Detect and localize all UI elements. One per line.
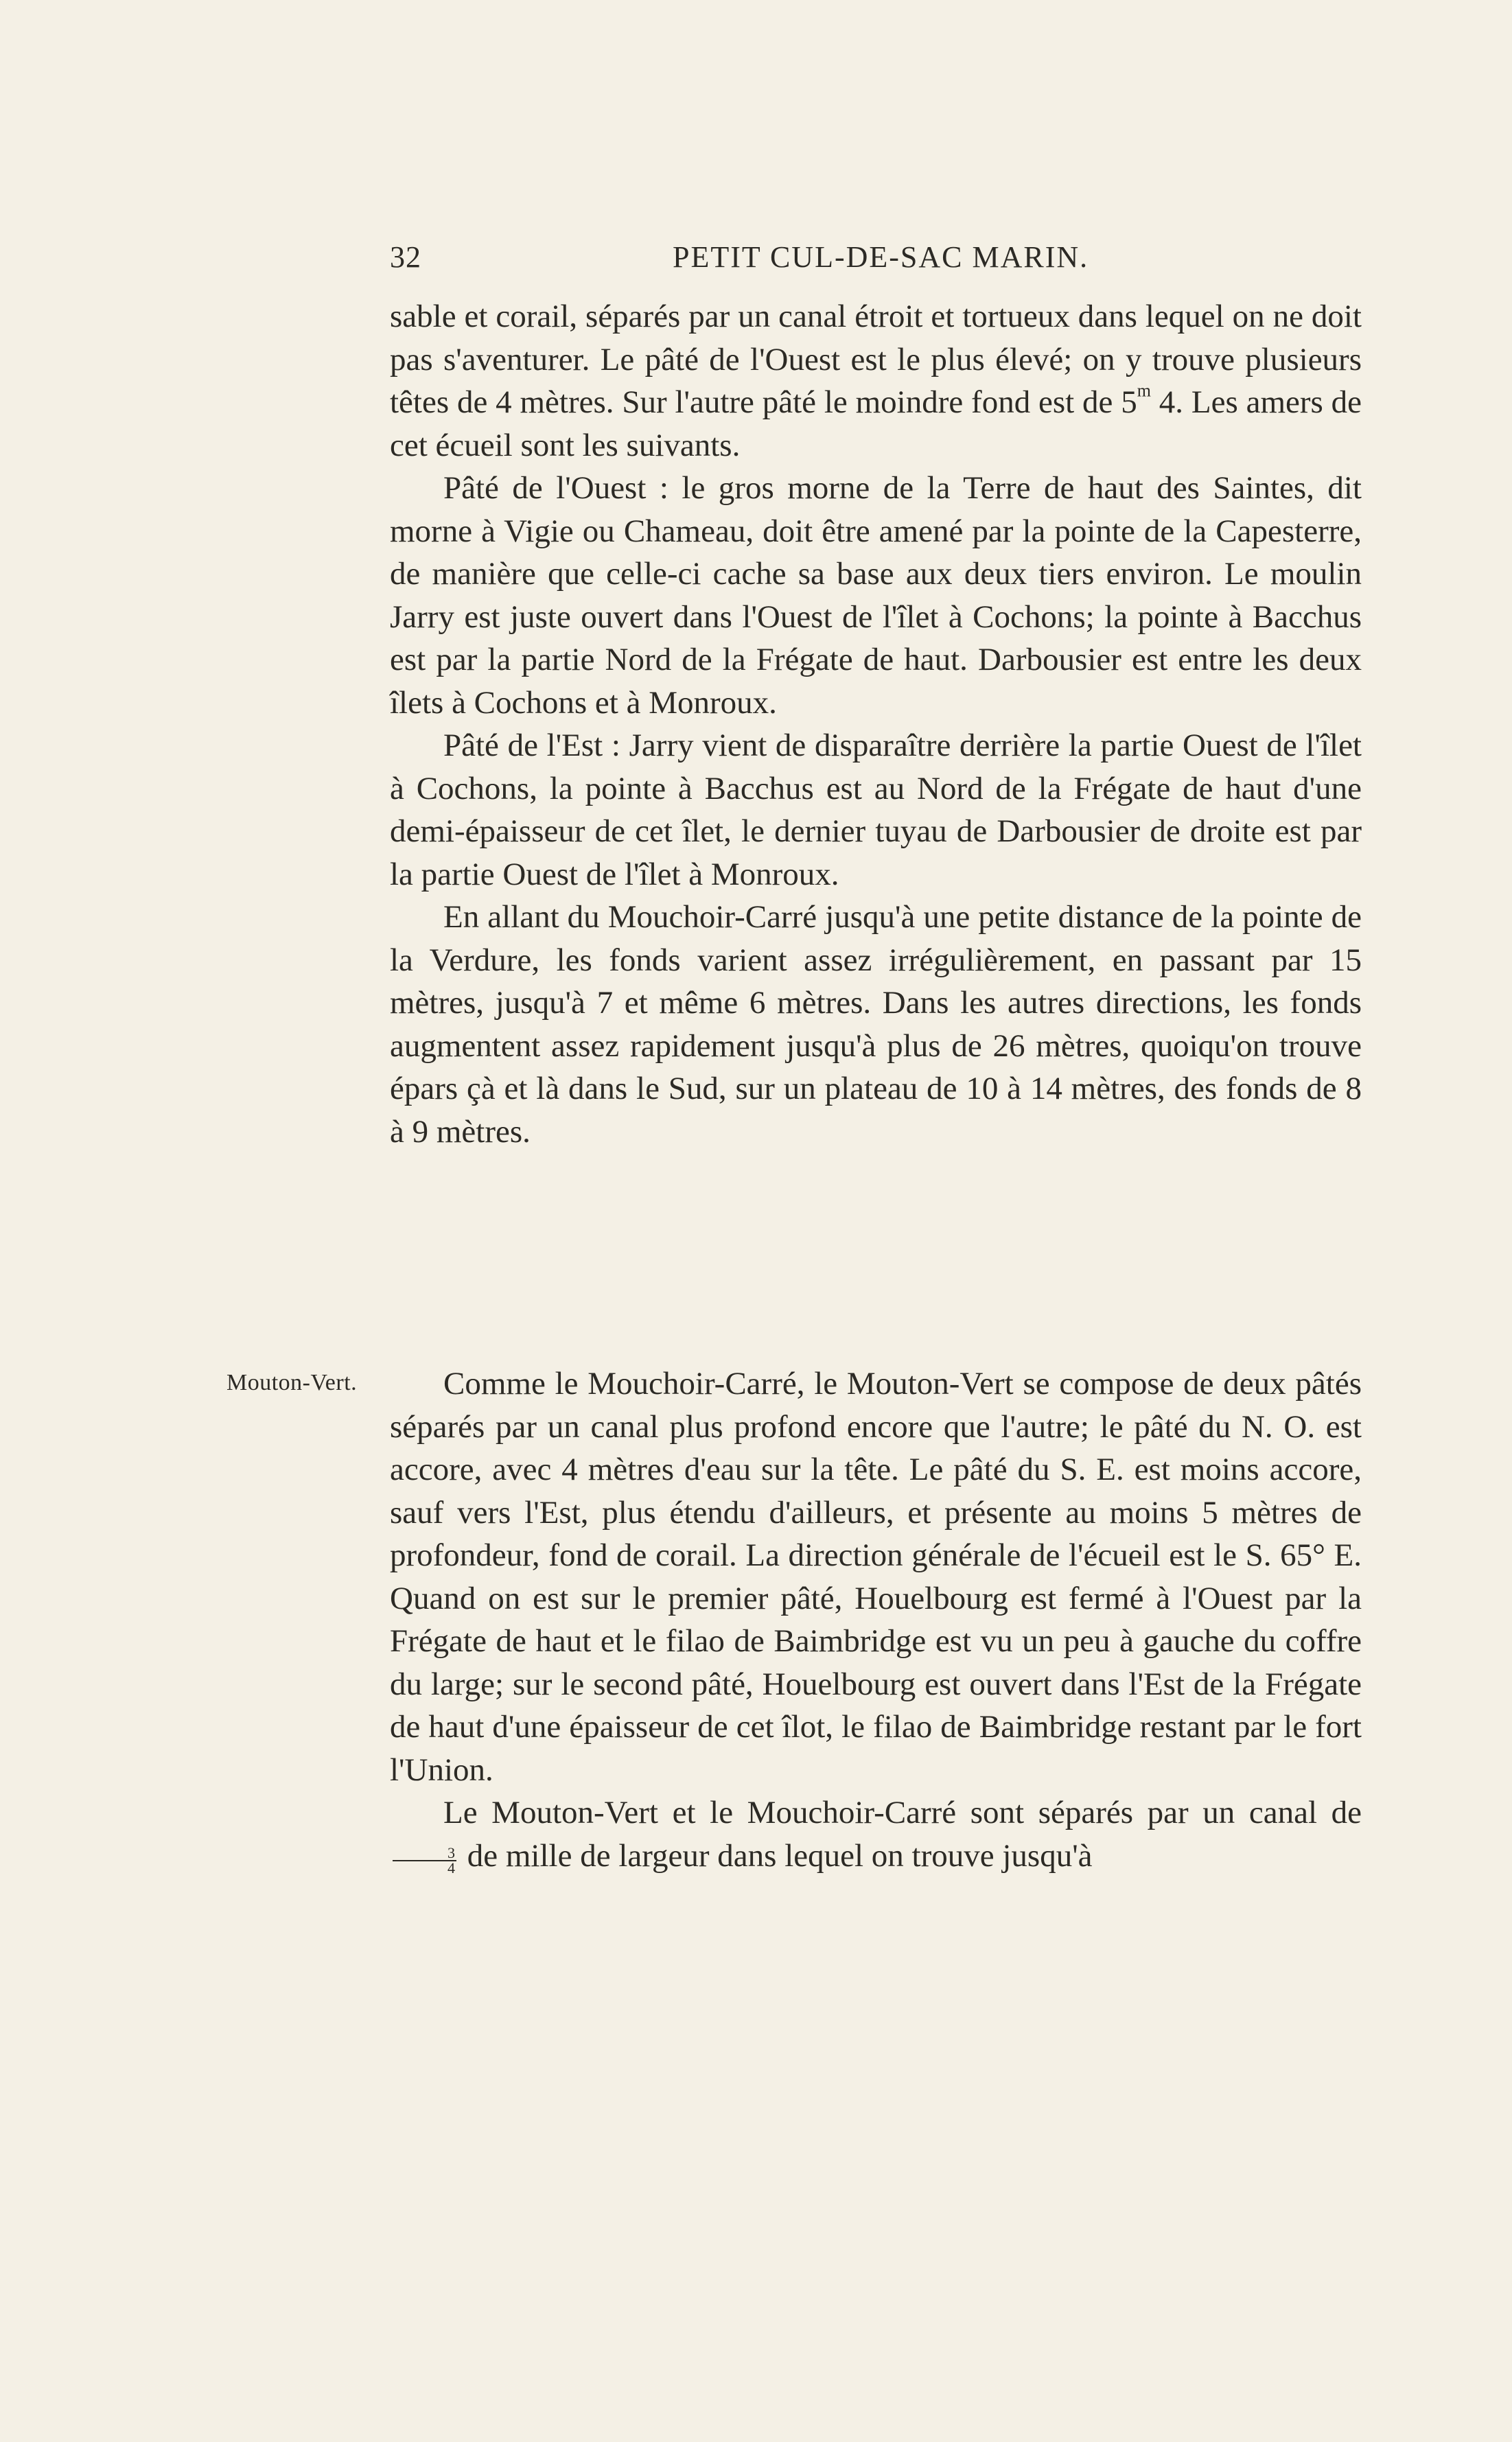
- paragraph-fonds: En allant du Mouchoir-Carré jusqu'à une petite distance de la pointe de la Verdure, les fonds varient assez irrégulièrement, en passant par 15 mètres, jusqu'à 7 et même 6 mètres. Dans les autres directions, les fonds augmentent assez rapidement jusqu'à plus de 26 mètres, quoiqu'on trouve épars çà et là dans le Sud, sur un plateau de 10 à 14 mètres, des fonds de 8 à 9 mètres.: [390, 899, 1362, 1150]
- text-block-mouton-vert: [390, 1362, 1362, 1877]
- paragraph-text-end: 4. Les amers de cet écueil sont les suivants.: [390, 384, 1362, 463]
- unit-superscript: m: [1137, 380, 1151, 401]
- paragraph-text: Le Mouton-Vert et le Mouchoir-Carré sont séparés par un canal de: [443, 1795, 1362, 1830]
- fraction-numerator: 3: [393, 1846, 456, 1861]
- margin-note-mouton-vert: Mouton-Vert.: [226, 1370, 358, 1395]
- paragraph-text: sable et corail, séparés par un canal étroit et tortueux dans lequel on ne doit pas s'aventurer. Le pâté de l'Ouest est le plus élevé; on y trouve plusieurs têtes de 4 mètres. Sur l'autre pâté le moindre fond est de 5: [390, 299, 1362, 420]
- running-head: [390, 233, 1362, 281]
- paragraph-canal: [390, 1791, 1362, 1877]
- fraction-denominator: 4: [447, 1859, 455, 1876]
- paragraph-continuation: [390, 295, 1362, 467]
- paragraph-mouton-vert: Comme le Mouchoir-Carré, le Mouton-Vert se compose de deux pâtés séparés par un canal plus profond encore que l'autre; le pâté du N. O. est accore, avec 4 mètres d'eau sur la tête. Le pâté du S. E. est moins accore, sauf vers l'Est, plus étendu d'ailleurs, et présente au moins 5 mètres de profondeur, fond de corail. La direction générale de l'écueil est le S. 65° E. Quand on est sur le premier pâté, Houelbourg est fermé à l'Ouest par la Frégate de haut et le filao de Baimbridge est vu un peu à gauche du coffre du large; sur le second pâté, Houelbourg est ouvert dans l'Est de la Frégate de haut d'une épaisseur de cet îlot, le filao de Baimbridge restant par le fort l'Union.: [390, 1366, 1362, 1788]
- paragraph-pate-est: Pâté de l'Est : Jarry vient de disparaître derrière la partie Ouest de l'îlet à Cochons, la pointe à Bacchus est au Nord de la Frégate de haut d'une demi-épaisseur de cet îlet, le dernier tuyau de Darbousier de droite est par la partie Ouest de l'îlet à Monroux.: [390, 728, 1362, 892]
- paragraph-text-end: de mille de largeur dans lequel on trouve jusqu'à: [459, 1837, 1093, 1874]
- text-block-mouchoir-carre: [390, 295, 1362, 1153]
- fraction: [393, 1846, 456, 1875]
- page-number: 32: [390, 240, 421, 274]
- paragraph-pate-ouest: Pâté de l'Ouest : le gros morne de la Terre de haut des Saintes, dit morne à Vigie ou Chameau, doit être amené par la pointe de la Capesterre, de manière que celle-ci cache sa base aux deux tiers environ. Le moulin Jarry est juste ouvert dans l'Ouest de l'îlet à Cochons; la pointe à Bacchus est par la partie Nord de la Frégate de haut. Darbousier est entre les deux îlets à Cochons et à Monroux.: [390, 470, 1362, 721]
- page-title: PETIT CUL-DE-SAC MARIN.: [673, 240, 1089, 274]
